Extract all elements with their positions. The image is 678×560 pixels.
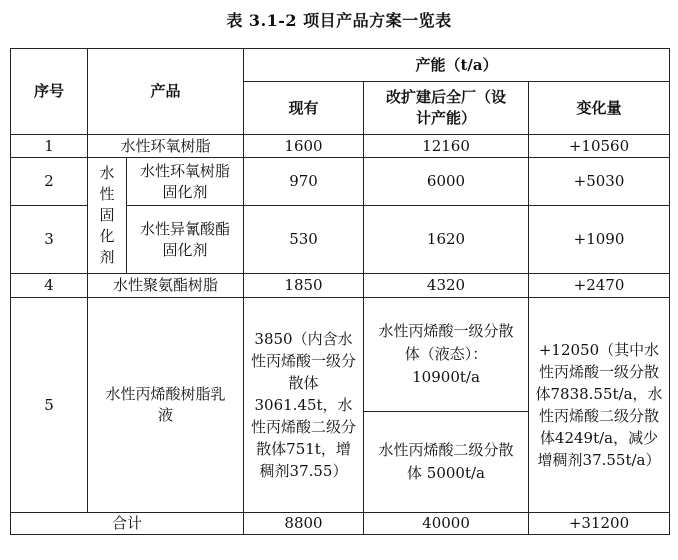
row5-product: 水性丙烯酸树脂乳液 — [88, 298, 244, 513]
row1-after: 12160 — [364, 135, 529, 158]
row3-seq: 3 — [11, 206, 88, 274]
row5-seq: 5 — [11, 298, 88, 513]
row1-product: 水性环氧树脂 — [88, 135, 244, 158]
row2-product: 水性环氧树脂固化剂 — [127, 158, 244, 206]
header-seq: 序号 — [11, 49, 88, 135]
row4-after: 4320 — [364, 274, 529, 298]
row3-existing: 530 — [244, 206, 364, 274]
curing-agent-group-label: 水性固化剂 — [88, 158, 127, 274]
row1-existing: 1600 — [244, 135, 364, 158]
row3-change: +1090 — [529, 206, 670, 274]
row2-existing: 970 — [244, 158, 364, 206]
total-after: 40000 — [364, 513, 529, 535]
product-plan-table — [10, 48, 670, 535]
table-row — [11, 158, 670, 206]
header-existing: 现有 — [244, 82, 364, 135]
row1-seq: 1 — [11, 135, 88, 158]
header-after: 改扩建后全厂（设计产能） — [364, 82, 529, 135]
row4-seq: 4 — [11, 274, 88, 298]
total-existing: 8800 — [244, 513, 364, 535]
table-row — [11, 298, 670, 412]
header-product: 产品 — [88, 49, 244, 135]
row2-change: +5030 — [529, 158, 670, 206]
table-caption: 表 3.1-2 项目产品方案一览表 — [226, 11, 452, 30]
header-capacity: 产能（t/a） — [244, 49, 670, 82]
row4-product: 水性聚氨酯树脂 — [88, 274, 244, 298]
row4-existing: 1850 — [244, 274, 364, 298]
row4-change: +2470 — [529, 274, 670, 298]
header-change: 变化量 — [529, 82, 670, 135]
row1-change: +10560 — [529, 135, 670, 158]
row5-existing: 3850（内含水性丙烯酸一级分散体3061.45t，水性丙烯酸二级分散体751t，增稠剂37.55） — [244, 298, 364, 513]
total-label: 合计 — [11, 513, 244, 535]
table-row — [11, 135, 670, 158]
row5-change: +12050（其中水性丙烯酸一级分散体7838.55t/a，水性丙烯酸二级分散体4249t/a，减少增稠剂37.55t/a） — [529, 298, 670, 513]
row3-product: 水性异氰酸酯固化剂 — [127, 206, 244, 274]
row2-seq: 2 — [11, 158, 88, 206]
row5-after-first-dispersion: 水性丙烯酸一级分散体（液态）：10900t/a — [364, 298, 529, 412]
row2-after: 6000 — [364, 158, 529, 206]
row5-after-second-dispersion: 水性丙烯酸二级分散体 5000t/a — [364, 412, 529, 513]
table-total-row — [11, 513, 670, 535]
total-change: +31200 — [529, 513, 670, 535]
row3-after: 1620 — [364, 206, 529, 274]
table-row — [11, 274, 670, 298]
